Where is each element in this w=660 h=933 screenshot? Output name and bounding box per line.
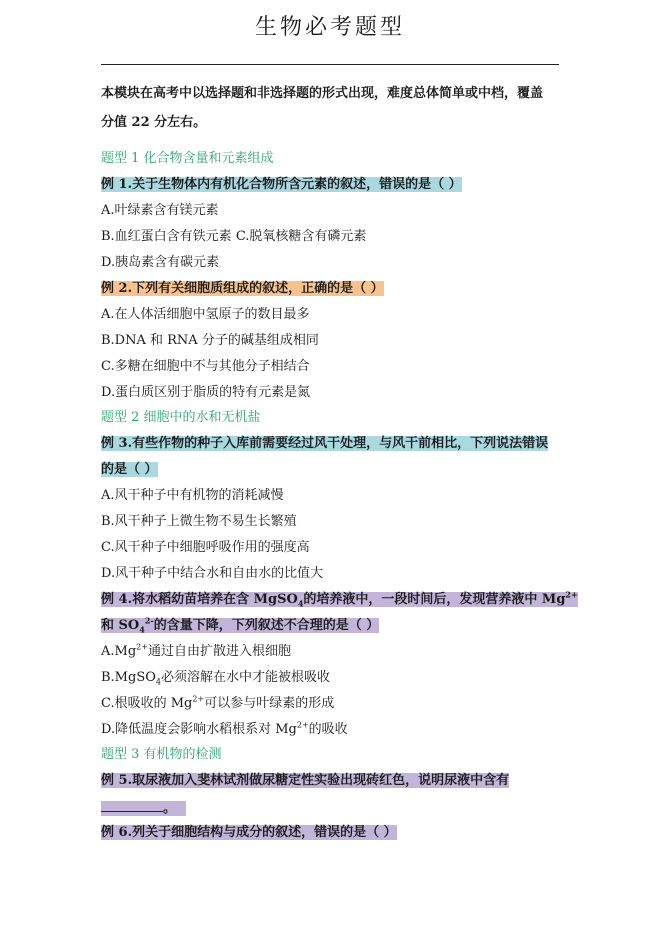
- question-6-stem: 例 6.列关于细胞结构与成分的叙述，错误的是（ ）: [101, 825, 397, 840]
- question-5-stem-1: 例 5.取尿液加入斐林试剂做尿糖定性实验出现砖红色，说明尿液中含有: [101, 773, 510, 788]
- q2-option-c: C.多糖在细胞中不与其他分子相结合: [101, 359, 310, 374]
- q4-text: 的培养液中，一段时间后，发现营养液中 Mg: [303, 592, 566, 607]
- question-4-stem-2: [101, 615, 380, 635]
- question-5-line-1: [101, 772, 509, 790]
- q4a-superscript: 2+: [136, 642, 148, 652]
- answer-blank: [101, 801, 163, 812]
- question-2: [101, 280, 384, 298]
- question-3-stem-1: 例 3.有些作物的种子入库前需要经过风干处理，与风干前相比，下列说法错误: [101, 436, 549, 451]
- question-6: [101, 824, 397, 842]
- q4-superscript: 2-: [144, 615, 154, 626]
- q4c-text: 可以参与叶绿素的形成: [204, 696, 335, 711]
- q1-option-d: D.胰岛素含有碳元素: [101, 255, 220, 270]
- q4-subscript: 4: [297, 598, 304, 609]
- q4a-text: 通过自由扩散进入根细胞: [147, 644, 291, 659]
- question-1-stem: 例 1.关于生物体内有机化合物所含元素的叙述，错误的是（ ）: [101, 177, 462, 192]
- q4-subscript: 4: [139, 624, 145, 635]
- question-5-line-2: [101, 800, 186, 818]
- question-3-stem-2: 的是（ ）: [101, 462, 158, 477]
- q4a-text: A.Mg: [101, 644, 137, 659]
- q4-text: 和 SO: [101, 618, 140, 633]
- question-4-line-2: [101, 617, 379, 635]
- q4c-text: C.根吸收的 Mg: [101, 696, 193, 711]
- q4c-superscript: 2+: [192, 694, 205, 704]
- q4b-subscript: 4: [155, 677, 161, 687]
- intro-line-1: 本模块在高考中以选择题和非选择题的形式出现，难度总体简单或中档，覆盖: [101, 86, 544, 101]
- q4-option-c: [101, 696, 334, 712]
- section-3-heading: 题型 3 有机物的检测: [101, 747, 222, 762]
- q1-option-a: A.叶绿素含有镁元素: [101, 203, 219, 218]
- page-title: 生物必考题型: [254, 15, 405, 40]
- q4b-text: 必须溶解在水中才能被根吸收: [160, 670, 330, 685]
- q4-option-b: [101, 670, 330, 686]
- q4-option-a: [101, 644, 291, 660]
- q3-option-a: A.风干种子中有机物的消耗减慢: [101, 488, 284, 503]
- q4b-text: B.MgSO: [101, 670, 156, 685]
- question-4-stem-1: [101, 589, 578, 609]
- q2-option-a: A.在人体活细胞中氢原子的数目最多: [101, 307, 310, 322]
- q3-option-d: D.风干种子中结合水和自由水的比值大: [101, 566, 324, 581]
- question-5-answer-blank: [101, 801, 186, 816]
- question-3-line-1: [101, 435, 548, 453]
- question-3-line-2: [101, 461, 158, 479]
- q4d-text: 的吸收: [308, 722, 348, 737]
- q4-option-d: [101, 722, 348, 738]
- q1-option-bc: B.血红蛋白含有铁元素 C.脱氧核糖含有磷元素: [101, 229, 367, 244]
- intro-line-2: 分值 22 分左右。: [101, 115, 207, 130]
- q3-option-b: B.风干种子上微生物不易生长繁殖: [101, 514, 297, 529]
- q3-option-c: C.风干种子中细胞呼吸作用的强度高: [101, 540, 310, 555]
- q4-text: 的含量下降，下列叙述不合理的是（ ）: [153, 618, 380, 633]
- q4-superscript: 2+: [565, 589, 578, 600]
- title-divider: [101, 64, 559, 65]
- question-4-line-1: [101, 591, 578, 609]
- section-2-heading: 题型 2 细胞中的水和无机盐: [101, 410, 261, 425]
- section-1-heading: 题型 1 化合物含量和元素组成: [101, 151, 274, 166]
- q4d-text: D.降低温度会影响水稻根系对 Mg: [101, 722, 297, 737]
- question-1: [101, 176, 462, 194]
- q5-period: 。: [163, 801, 177, 816]
- q4d-superscript: 2+: [296, 720, 309, 730]
- question-2-stem: 例 2.下列有关细胞质组成的叙述，正确的是（ ）: [101, 281, 384, 296]
- q2-option-d: D.蛋白质区别于脂质的特有元素是氮: [101, 385, 311, 400]
- q2-option-b: B.DNA 和 RNA 分子的碱基组成相同: [101, 333, 319, 348]
- q4-text: 例 4.将水稻幼苗培养在含 MgSO: [101, 592, 298, 607]
